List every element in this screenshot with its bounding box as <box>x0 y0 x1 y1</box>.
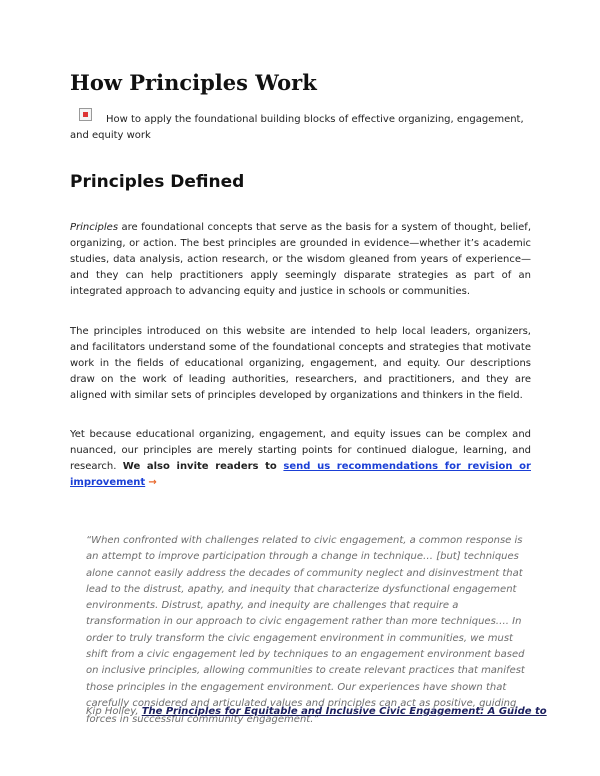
paragraph-definition <box>70 220 531 300</box>
recommendations-link[interactable]: send us recommendations for revision or improvement <box>70 461 531 488</box>
paragraph-invite <box>70 427 531 491</box>
quote-attribution <box>86 706 547 717</box>
paragraph-definition-text: are foundational concepts that serve as the basis for a system of thought, belief, organizing, or action. The best principles are grounded in evidence—whether it’s academic studies, data analysis, action research, or the wisdom gleaned from years of experience—and they can help practitioners apply seemingly disparate strategies as part of an integrated approach to advancing equity and justice in schools or communities. <box>70 222 531 297</box>
subtitle <box>70 112 531 144</box>
paragraph-invite-text: Yet because educational organizing, engagement, and equity issues can be complex and nuanced, our principles are merely starting points for continued dialogue, learning, and research. <box>70 429 531 472</box>
quote-author: Kip Holley, <box>86 706 142 717</box>
page-title: How Principles Work <box>70 70 317 95</box>
paragraph-purpose: The principles introduced on this website are intended to help local leaders, organizers, and facilitators understand some of the foundational concepts and strategies that motivate work in the fields of educational organizing, engagement, and equity. Our descriptions draw on the work of leading authorities, researchers, and practitioners, and they are aligned with similar sets of principles developed by organizations and thinkers in the field. <box>70 326 531 401</box>
broken-image-icon <box>79 108 92 121</box>
section-heading: Principles Defined <box>70 172 245 192</box>
arrow-right-icon: → <box>148 477 157 488</box>
principles-term: Principles <box>70 222 119 233</box>
quote-block: “When confronted with challenges related to civic engagement, a common response is an attempt to improve participation through a change in technique… [but] techniques alone cannot easily address the decades of community neglect and disinvestment that lead to the distrust, apathy, and inequity that characterize dysfunctional engagement environments. Distrust, apathy, and inequity are challenges that require a transformation in our approach to civic engagement rather than more techniques…. In order to truly transform the civic engagement environment in communities, we must shift from a civic engagement led by techniques to an engagement environment based on inclusive principles, allowing communities to create relevant practices that manifest those principles in the engagement environment. Our experiences have shown that carefully considered and articulated values and principles can act as positive, guiding forces in successful community engagement.” <box>86 535 525 726</box>
quote-source-link[interactable]: The Principles for Equitable and Inclusive Civic Engagement: A Guide to <box>141 706 547 717</box>
subtitle-text: How to apply the foundational building blocks of effective organizing, engagement, and equity work <box>70 114 524 141</box>
invite-text: We also invite readers to <box>122 461 284 472</box>
